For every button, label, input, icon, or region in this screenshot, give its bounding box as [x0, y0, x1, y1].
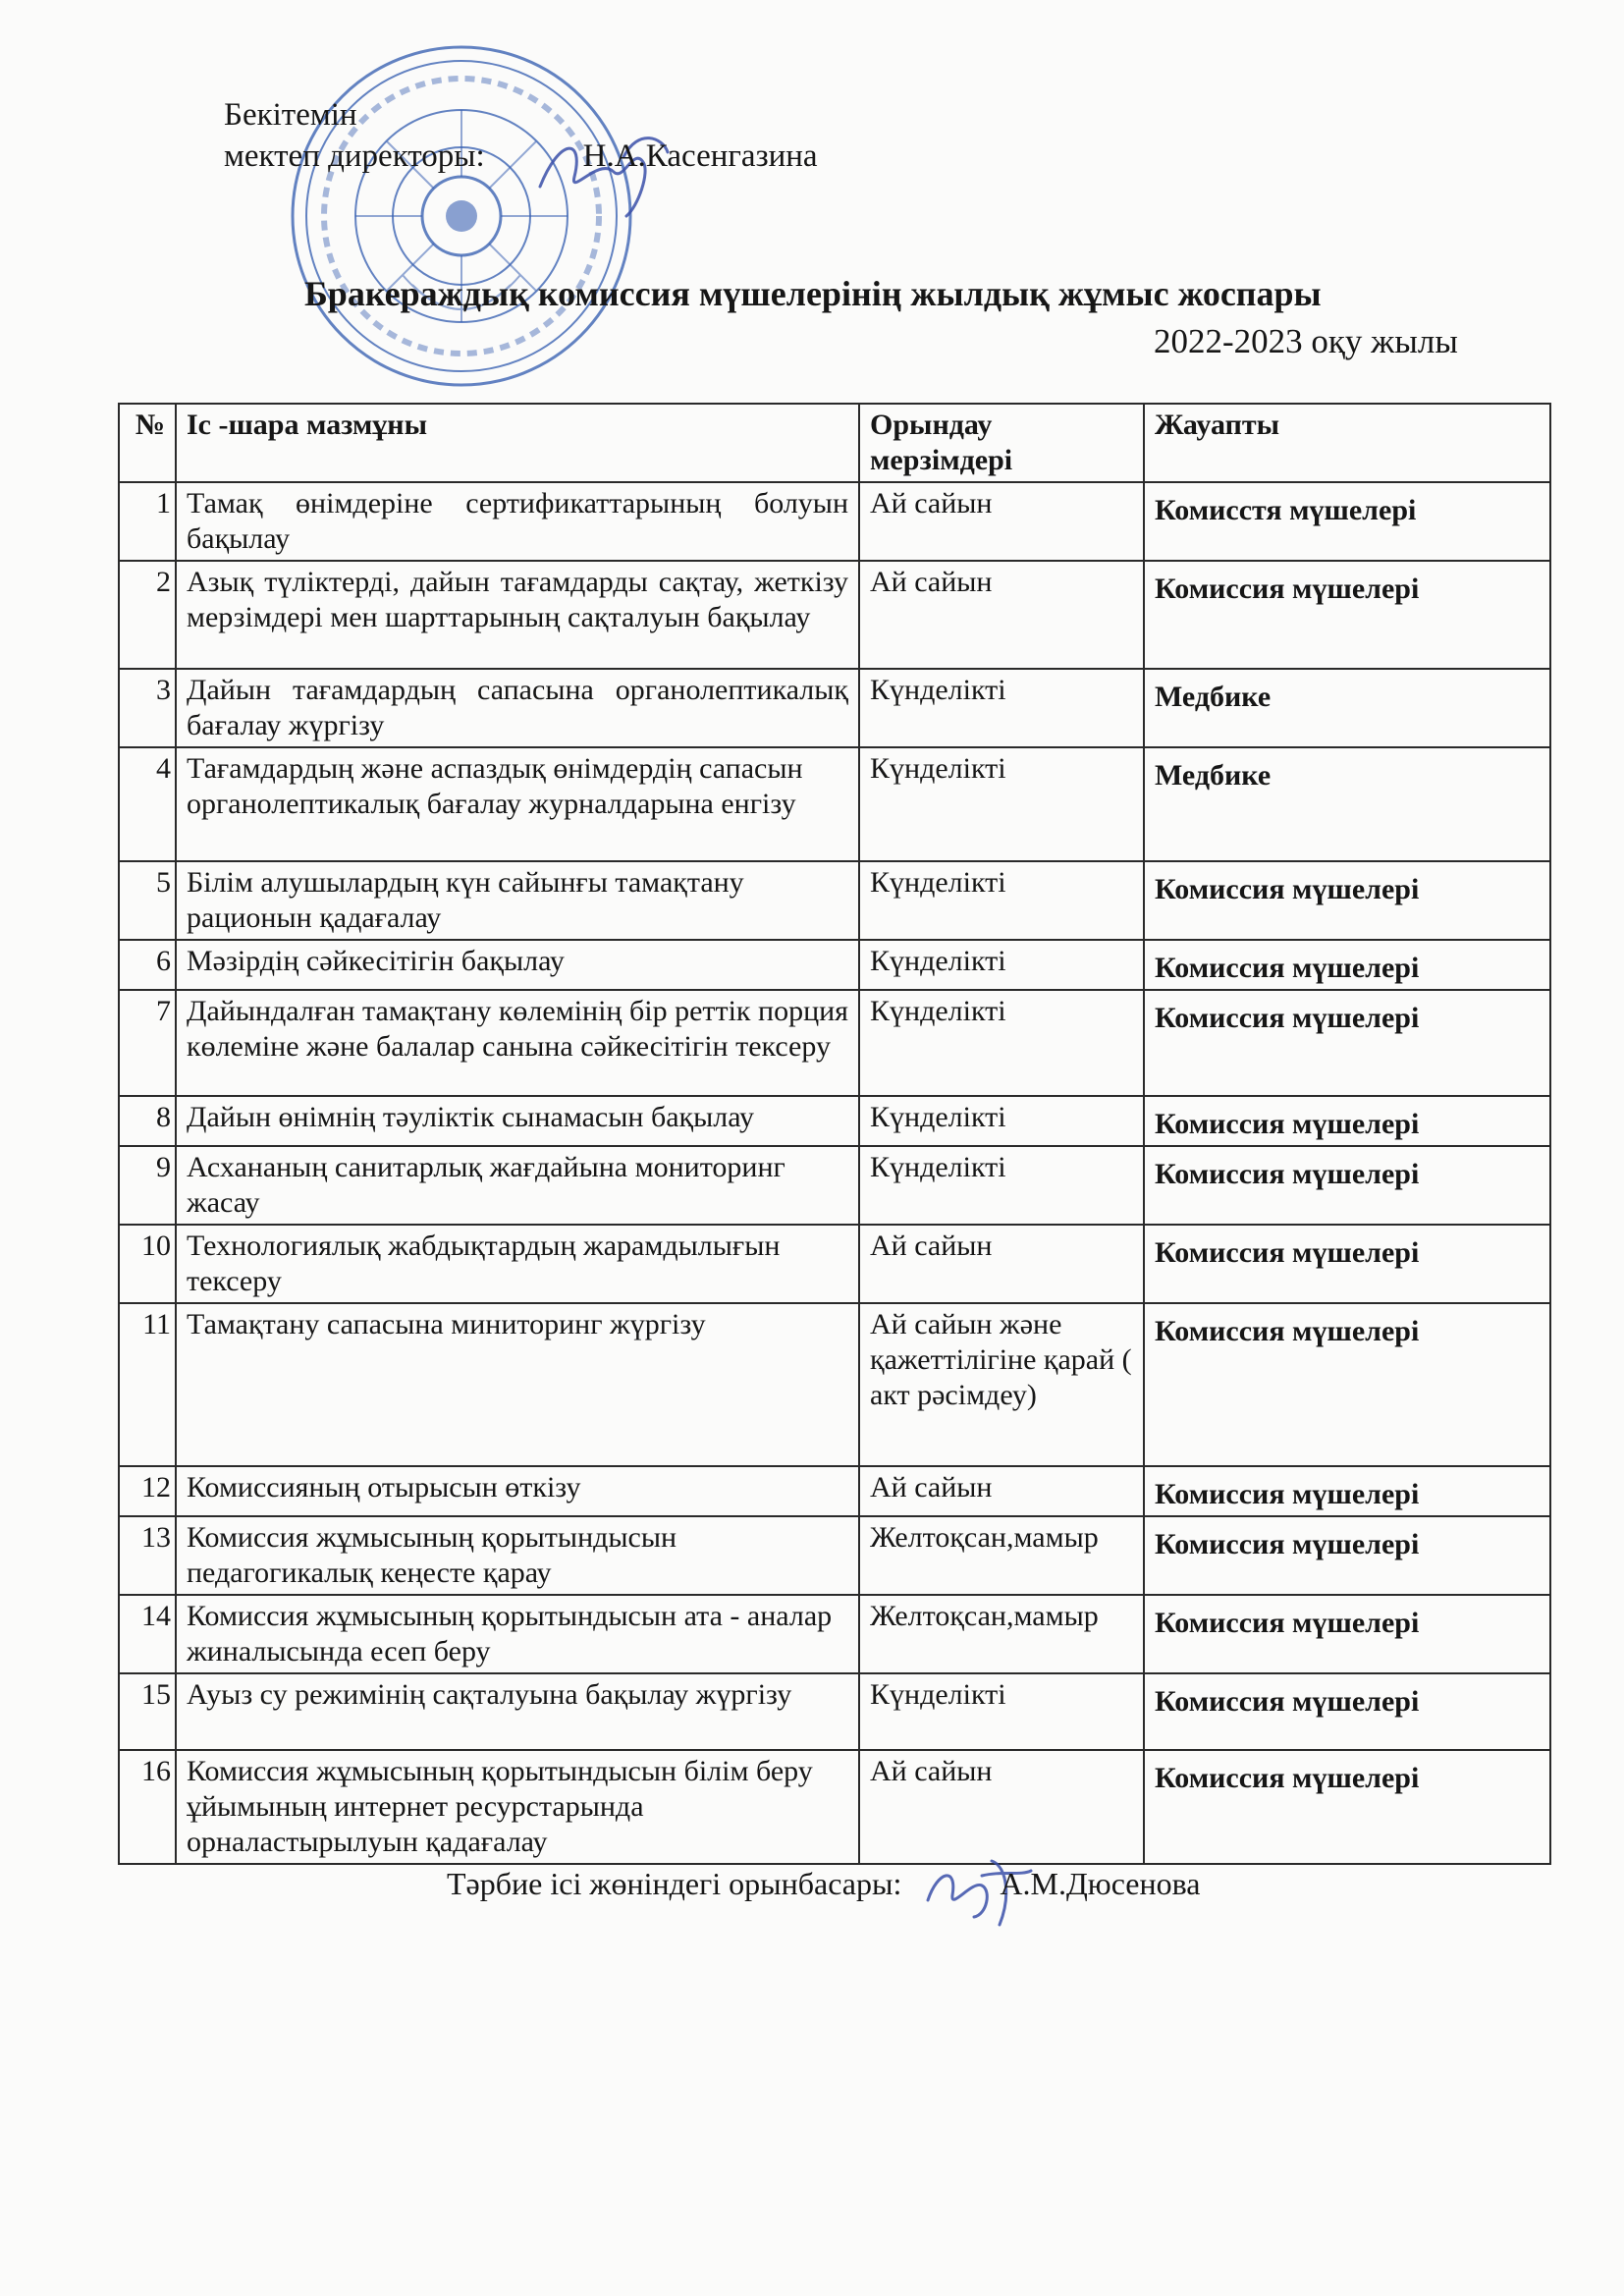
row-responsible: Комиссия мүшелері [1144, 1303, 1550, 1466]
row-responsible: Комисстя мүшелері [1144, 482, 1550, 561]
row-number: 11 [119, 1303, 176, 1466]
row-number: 7 [119, 990, 176, 1096]
row-deadline: Ай сайын [859, 1750, 1144, 1864]
row-deadline: Күнделікті [859, 1146, 1144, 1225]
row-responsible: Комиссия мүшелері [1144, 1750, 1550, 1864]
table-row [119, 1225, 1550, 1303]
row-responsible: Комиссия мүшелері [1144, 861, 1550, 940]
table-row [119, 1096, 1550, 1146]
row-responsible: Комиссия мүшелері [1144, 1516, 1550, 1595]
row-deadline: Ай сайын [859, 1225, 1144, 1303]
row-number: 13 [119, 1516, 176, 1595]
row-deadline: Ай сайын [859, 1466, 1144, 1516]
row-deadline: Күнделікті [859, 990, 1144, 1096]
director-name: Н.А.Касенгазина [582, 138, 818, 174]
row-deadline: Күнделікті [859, 1673, 1144, 1750]
row-content: Дайын тағамдардың сапасына органолептикалық бағалау жүргізу [176, 669, 859, 747]
row-content: Комиссия жұмысының қорытындысын білім беру ұйымының интернет ресурстарында орналастырылуын қадағалау [176, 1750, 859, 1864]
table-row [119, 561, 1550, 669]
row-deadline: Желтоқсан,мамыр [859, 1516, 1144, 1595]
table-row [119, 1303, 1550, 1466]
table-row [119, 1146, 1550, 1225]
row-deadline: Ай сайын [859, 482, 1144, 561]
row-content: Ауыз су режимінің сақталуына бақылау жүргізу [176, 1673, 859, 1750]
row-responsible: Комиссия мүшелері [1144, 561, 1550, 669]
row-responsible: Комиссия мүшелері [1144, 1146, 1550, 1225]
work-plan-table [118, 403, 1551, 1865]
row-content: Дайындалған тамақтану көлемінің бір реттік порция көлеміне және балалар санына сәйкесітігін тексеру [176, 990, 859, 1096]
row-number: 4 [119, 747, 176, 861]
row-content: Азық түліктерді, дайын тағамдарды сақтау, жеткізу мерзімдері мен шарттарының сақталуын бақылау [176, 561, 859, 669]
director-line [224, 136, 818, 177]
table-body [119, 482, 1550, 1864]
row-content: Тамақтану сапасына миниторинг жүргізу [176, 1303, 859, 1466]
row-content: Білім алушылардың күн сайынғы тамақтану рационын қадағалау [176, 861, 859, 940]
row-number: 12 [119, 1466, 176, 1516]
row-number: 6 [119, 940, 176, 990]
deputy-label: Тәрбие ісі жөніндегі орынбасары: [447, 1866, 902, 1901]
table-row [119, 861, 1550, 940]
row-content: Дайын өнімнің тәуліктік сынамасын бақылау [176, 1096, 859, 1146]
header-responsible: Жауапты [1144, 404, 1550, 482]
row-number: 3 [119, 669, 176, 747]
table-row [119, 1516, 1550, 1595]
row-content: Комиссия жұмысының қорытындысын педагогикалық кеңесте қарау [176, 1516, 859, 1595]
table-row [119, 482, 1550, 561]
row-content: Комиссия жұмысының қорытындысын ата - аналар жиналысында есеп беру [176, 1595, 859, 1673]
row-content: Технологиялық жабдықтардың жарамдылығын тексеру [176, 1225, 859, 1303]
header-num: № [119, 404, 176, 482]
table-row [119, 747, 1550, 861]
row-responsible: Комиссия мүшелері [1144, 1225, 1550, 1303]
row-deadline: Күнделікті [859, 669, 1144, 747]
row-responsible: Комиссия мүшелері [1144, 1673, 1550, 1750]
approval-label: Бекітемін [224, 97, 357, 133]
row-number: 8 [119, 1096, 176, 1146]
row-content: Тағамдардың және аспаздық өнімдердің сапасын органолептикалық бағалау журналдарына енгізу [176, 747, 859, 861]
row-number: 15 [119, 1673, 176, 1750]
row-number: 1 [119, 482, 176, 561]
row-responsible: Комиссия мүшелері [1144, 1096, 1550, 1146]
row-deadline: Ай сайын және қажеттілігіне қарай ( акт рәсімдеу) [859, 1303, 1144, 1466]
deputy-name: А.М.Дюсенова [1000, 1866, 1201, 1901]
row-number: 16 [119, 1750, 176, 1864]
row-deadline: Ай сайын [859, 561, 1144, 669]
director-label: мектеп директоры: [224, 138, 485, 174]
row-deadline: Күнделікті [859, 940, 1144, 990]
row-responsible: Комиссия мүшелері [1144, 1466, 1550, 1516]
table-row [119, 1595, 1550, 1673]
row-number: 10 [119, 1225, 176, 1303]
header-content: Іс -шара мазмұны [176, 404, 859, 482]
row-deadline: Күнделікті [859, 1096, 1144, 1146]
row-content: Асхананың санитарлық жағдайына мониторинг жасау [176, 1146, 859, 1225]
table-row [119, 990, 1550, 1096]
row-responsible: Комиссия мүшелері [1144, 940, 1550, 990]
row-content: Комиссияның отырысын өткізу [176, 1466, 859, 1516]
table-row [119, 669, 1550, 747]
approval-block [224, 94, 818, 177]
table-row [119, 1673, 1550, 1750]
row-number: 9 [119, 1146, 176, 1225]
row-responsible: Комиссия мүшелері [1144, 1595, 1550, 1673]
row-deadline: Күнделікті [859, 747, 1144, 861]
row-number: 2 [119, 561, 176, 669]
row-responsible: Медбике [1144, 669, 1550, 747]
table-row [119, 1750, 1550, 1864]
row-content: Тамақ өнімдеріне сертификаттарының болуын бақылау [176, 482, 859, 561]
row-deadline: Желтоқсан,мамыр [859, 1595, 1144, 1673]
header-deadline: Орындау мерзімдері [859, 404, 1144, 482]
table-row [119, 940, 1550, 990]
row-number: 14 [119, 1595, 176, 1673]
academic-year: 2022-2023 оқу жылы [1154, 322, 1458, 360]
document-title: Бракераждық комиссия мүшелерінің жылдық жұмыс жоспары [304, 274, 1322, 313]
table-row [119, 1466, 1550, 1516]
row-responsible: Комиссия мүшелері [1144, 990, 1550, 1096]
row-deadline: Күнделікті [859, 861, 1144, 940]
footer-signature-line [447, 1866, 1201, 1902]
row-number: 5 [119, 861, 176, 940]
row-content: Мәзірдің сәйкесітігін бақылау [176, 940, 859, 990]
table-header-row [119, 404, 1550, 482]
row-responsible: Медбике [1144, 747, 1550, 861]
